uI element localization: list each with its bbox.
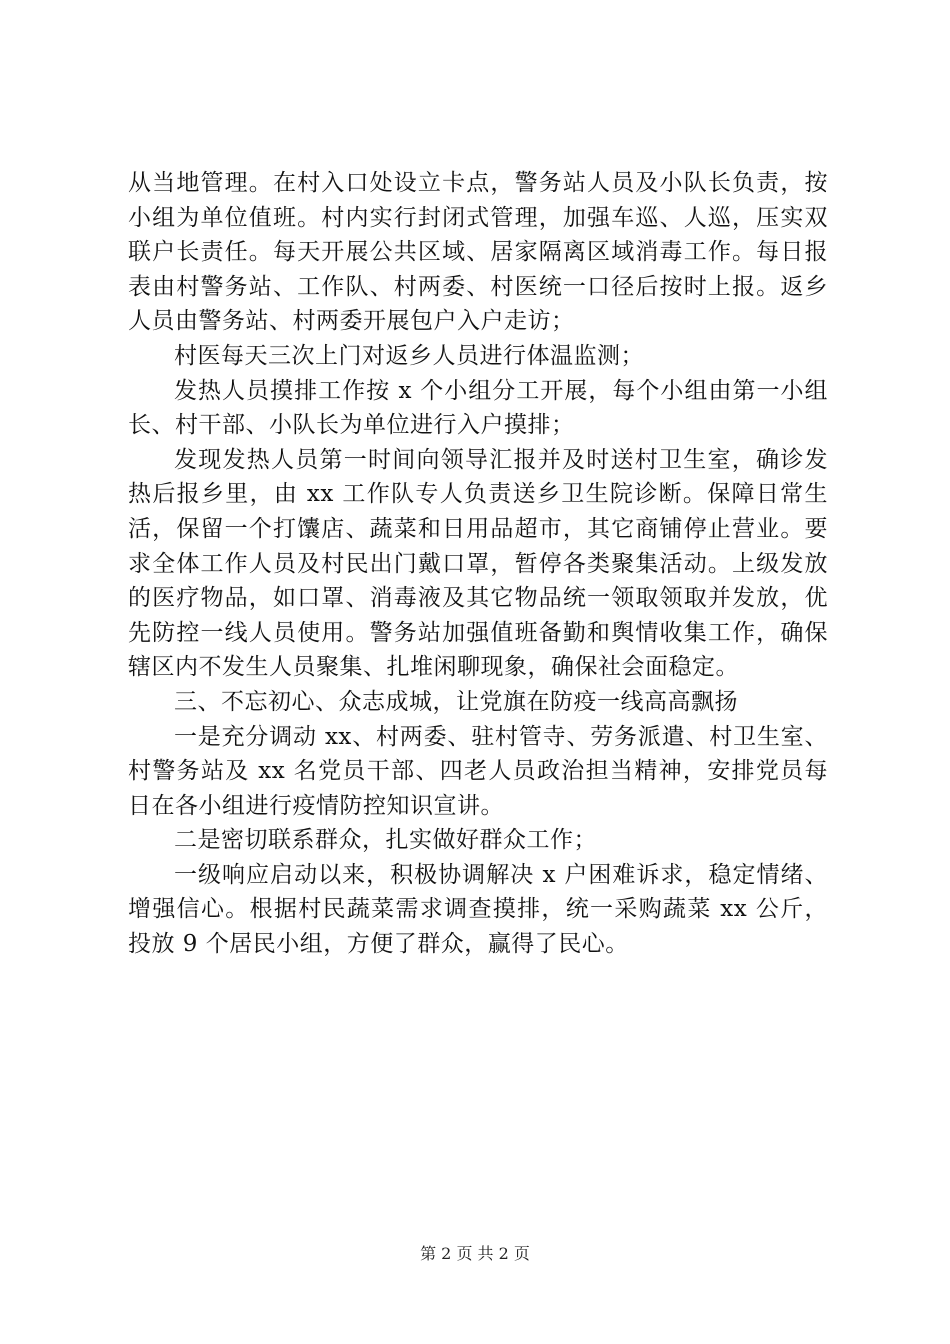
paragraph-point-one: 一是充分调动 xx、村两委、驻村管寺、劳务派遣、村卫生室、村警务站及 xx 名党员干部、四老人员政治担当精神，安排党员每日在各小组进行疫情防控知识宣讲。 xyxy=(128,723,828,819)
paragraph-level-one-response: 一级响应启动以来，积极协调解决 x 户困难诉求，稳定情绪、增强信心。根据村民蔬菜需求调查摸排，统一采购蔬菜 xx 公斤，投放 9 个居民小组，方便了群众，赢得了民心。 xyxy=(128,861,828,958)
document-body xyxy=(128,166,828,962)
section-heading-three: 三、不忘初心、众志成城，让党旗在防疫一线高高飘扬 xyxy=(174,688,738,715)
paragraph-temperature-monitoring: 村医每天三次上门对返乡人员进行体温监测； xyxy=(174,342,644,369)
paragraph-continuation: 从当地管理。在村入口处设立卡点，警务站人员及小队长负责，按小组为单位值班。村内实行封闭式管理，加强车巡、人巡，压实双联户长责任。每天开展公共区域、居家隔离区域消毒工作。每日报表由村警务站、工作队、村两委、村医统一口径后按时上报。返乡人员由警务站、村两委开展包户入户走访； xyxy=(128,170,828,335)
paragraph-fever-reporting: 发现发热人员第一时间向领导汇报并及时送村卫生室，确诊发热后报乡里，由 xx 工作队专人负责送乡卫生院诊断。保障日常生活，保留一个打馕店、蔬菜和日用品超市，其它商铺停止营业。要求全体工作人员及村民出门戴口罩，暂停各类聚集活动。上级发放的医疗物品，如口罩、消毒液及其它物品统一领取领取并发放，优先防控一线人员使用。警务站加强值班备勤和舆情收集工作，确保辖区内不发生人员聚集、扎堆闲聊现象，确保社会面稳定。 xyxy=(128,446,828,681)
page-footer: 第 2 页 共 2 页 xyxy=(420,1244,530,1263)
paragraph-fever-screening: 发热人员摸排工作按 x 个小组分工开展，每个小组由第一小组长、村干部、小队长为单位进行入户摸排； xyxy=(128,377,828,439)
paragraph-point-two: 二是密切联系群众，扎实做好群众工作； xyxy=(174,827,597,854)
